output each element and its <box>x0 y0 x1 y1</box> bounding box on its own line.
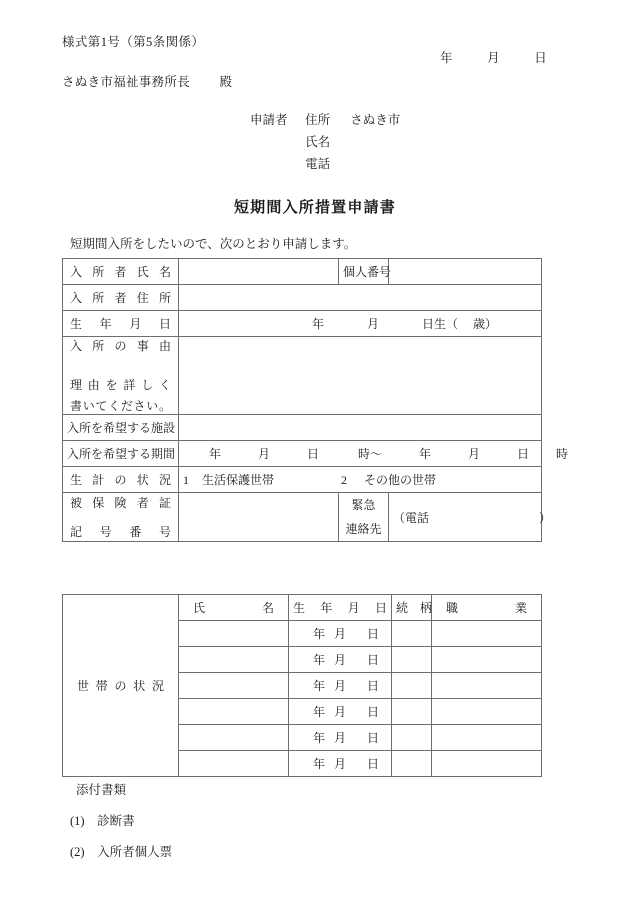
form-number: 様式第1号（第5条関係） <box>62 35 205 49</box>
household-name-2[interactable] <box>179 647 289 673</box>
dob-year-label: 年 <box>312 627 325 641</box>
insurance-value[interactable] <box>179 493 339 542</box>
household-header-row <box>63 595 542 621</box>
period-value[interactable] <box>179 441 569 467</box>
birthdate-label: 生年月日 <box>63 311 179 337</box>
household-name-4[interactable] <box>179 699 289 725</box>
addressee-honorific: 殿 <box>219 75 233 89</box>
resident-address-label: 入所者住所 <box>63 285 179 311</box>
resident-name-label: 入所者氏名 <box>63 259 179 285</box>
dob-day-label: 日 <box>366 705 379 719</box>
household-job-2[interactable] <box>432 647 542 673</box>
birthdate-value[interactable] <box>179 311 542 337</box>
applicant-row-name <box>250 131 400 153</box>
household-dob-4[interactable] <box>289 699 392 725</box>
table-row-resident-name <box>63 259 542 285</box>
emergency-tel-close: ） <box>539 510 552 525</box>
dob-day-label: 日 <box>366 731 379 745</box>
period-day1-label: 日 <box>307 447 320 461</box>
dob-year-label: 年 <box>312 705 325 719</box>
submission-date-line <box>440 48 547 66</box>
emergency-contact-value[interactable] <box>389 493 552 542</box>
household-relation-6[interactable] <box>392 751 432 777</box>
dob-month-label: 月 <box>333 731 346 745</box>
personal-number-label: 個人番号 <box>339 259 389 285</box>
resident-name-value[interactable] <box>179 259 339 285</box>
livelihood-options <box>179 467 542 493</box>
period-year1-label: 年 <box>209 447 222 461</box>
dob-day-label: 日 <box>366 627 379 641</box>
table-row-resident-address <box>63 285 542 311</box>
dob-year-label: 年 <box>312 679 325 693</box>
dob-year-label: 年 <box>312 731 325 745</box>
table-row-period <box>63 441 542 467</box>
period-label: 入所を希望する期間 <box>63 441 179 467</box>
household-col-job: 職 業 <box>432 595 542 621</box>
applicant-row-address <box>250 109 400 131</box>
birthdate-month-label: 月 <box>366 317 379 331</box>
household-job-3[interactable] <box>432 673 542 699</box>
attachment-1-number: (1) <box>70 814 85 828</box>
livelihood-option-2-number: 2 <box>341 473 347 487</box>
period-month1-label: 月 <box>258 447 271 461</box>
table-row-facility <box>63 415 542 441</box>
household-job-6[interactable] <box>432 751 542 777</box>
attachments-heading: 添付書類 <box>76 783 127 797</box>
household-dob-2[interactable] <box>289 647 392 673</box>
applicant-label: 申請者 <box>250 113 288 127</box>
period-time2-label: 時 <box>556 447 569 461</box>
livelihood-option-2[interactable]: その他の世帯 <box>364 473 437 487</box>
household-col-relation: 続 柄 <box>392 595 432 621</box>
household-job-1[interactable] <box>432 621 542 647</box>
table-row-reason <box>63 337 542 415</box>
period-fields <box>183 445 569 462</box>
household-relation-3[interactable] <box>392 673 432 699</box>
dob-month-label: 月 <box>333 627 346 641</box>
date-year-label: 年 <box>440 51 453 65</box>
addressee-name: さぬき市福祉事務所長 <box>62 75 191 89</box>
household-job-4[interactable] <box>432 699 542 725</box>
emergency-contact-label: 緊急 連絡先 <box>339 493 389 542</box>
household-relation-1[interactable] <box>392 621 432 647</box>
dob-year-label: 年 <box>312 653 325 667</box>
reason-value[interactable] <box>179 337 542 415</box>
applicant-address-value: さぬき市 <box>350 113 401 127</box>
dob-month-label: 月 <box>333 705 346 719</box>
livelihood-option-1[interactable]: 生活保護世帯 <box>202 473 275 487</box>
household-dob-6[interactable] <box>289 751 392 777</box>
birthdate-fields <box>183 315 537 332</box>
household-dob-1[interactable] <box>289 621 392 647</box>
birthdate-day-label: 日生（ <box>421 317 458 331</box>
applicant-block <box>250 109 400 175</box>
period-day2-label: 日 <box>517 447 530 461</box>
table-row-birthdate <box>63 311 542 337</box>
household-side-label: 世帯の状況 <box>63 595 179 777</box>
date-day-label: 日 <box>534 51 547 65</box>
applicant-row-tel <box>250 153 400 175</box>
household-table <box>62 594 542 777</box>
household-relation-4[interactable] <box>392 699 432 725</box>
household-name-3[interactable] <box>179 673 289 699</box>
household-relation-5[interactable] <box>392 725 432 751</box>
period-time1-label: 時～ <box>358 447 383 461</box>
emergency-tel-open: （電話 <box>393 510 430 525</box>
period-year2-label: 年 <box>419 447 432 461</box>
household-block <box>62 594 541 777</box>
livelihood-option-1-number: 1 <box>183 473 189 487</box>
addressee-line <box>62 72 232 90</box>
applicant-tel-label: 電話 <box>305 157 331 171</box>
attachments-block <box>70 780 172 860</box>
attachment-2-label: 入所者個人票 <box>97 845 173 859</box>
resident-address-value[interactable] <box>179 285 542 311</box>
household-dob-3[interactable] <box>289 673 392 699</box>
attachment-1-label: 診断書 <box>97 814 135 828</box>
table-row-livelihood <box>63 467 542 493</box>
birthdate-age-label: 歳） <box>472 317 497 331</box>
livelihood-choice-group <box>183 471 537 488</box>
attachment-item-2 <box>70 842 172 860</box>
household-job-5[interactable] <box>432 725 542 751</box>
dob-year-label: 年 <box>312 757 325 771</box>
attachment-item-1 <box>70 811 172 829</box>
dob-month-label: 月 <box>333 653 346 667</box>
personal-number-value[interactable] <box>389 259 542 285</box>
livelihood-label: 生計の状況 <box>63 467 179 493</box>
intro-text: 短期間入所をしたいので、次のとおり申請します。 <box>70 237 357 251</box>
dob-month-label: 月 <box>333 757 346 771</box>
reason-label: 入所の事由 理由を詳しく 書いてください。 <box>63 337 179 415</box>
dob-month-label: 月 <box>333 679 346 693</box>
facility-value[interactable] <box>179 415 542 441</box>
attachment-2-number: (2) <box>70 845 85 859</box>
page-title: 短期間入所措置申請書 <box>233 200 396 216</box>
household-name-6[interactable] <box>179 751 289 777</box>
dob-day-label: 日 <box>366 653 379 667</box>
birthdate-year-label: 年 <box>311 317 324 331</box>
household-name-5[interactable] <box>179 725 289 751</box>
table-row-insurance <box>63 493 542 542</box>
applicant-address-label: 住所 <box>305 113 331 127</box>
household-col-dob: 生年月日 <box>289 595 392 621</box>
dob-day-label: 日 <box>366 757 379 771</box>
applicant-name-label: 氏名 <box>305 135 331 149</box>
household-col-name: 氏 名 <box>179 595 289 621</box>
household-dob-5[interactable] <box>289 725 392 751</box>
period-month2-label: 月 <box>468 447 481 461</box>
household-name-1[interactable] <box>179 621 289 647</box>
date-month-label: 月 <box>487 51 500 65</box>
household-relation-2[interactable] <box>392 647 432 673</box>
insurance-label: 被保険者証 記号番号 <box>63 493 179 542</box>
dob-day-label: 日 <box>366 679 379 693</box>
facility-label: 入所を希望する施設 <box>63 415 179 441</box>
application-table <box>62 258 569 542</box>
